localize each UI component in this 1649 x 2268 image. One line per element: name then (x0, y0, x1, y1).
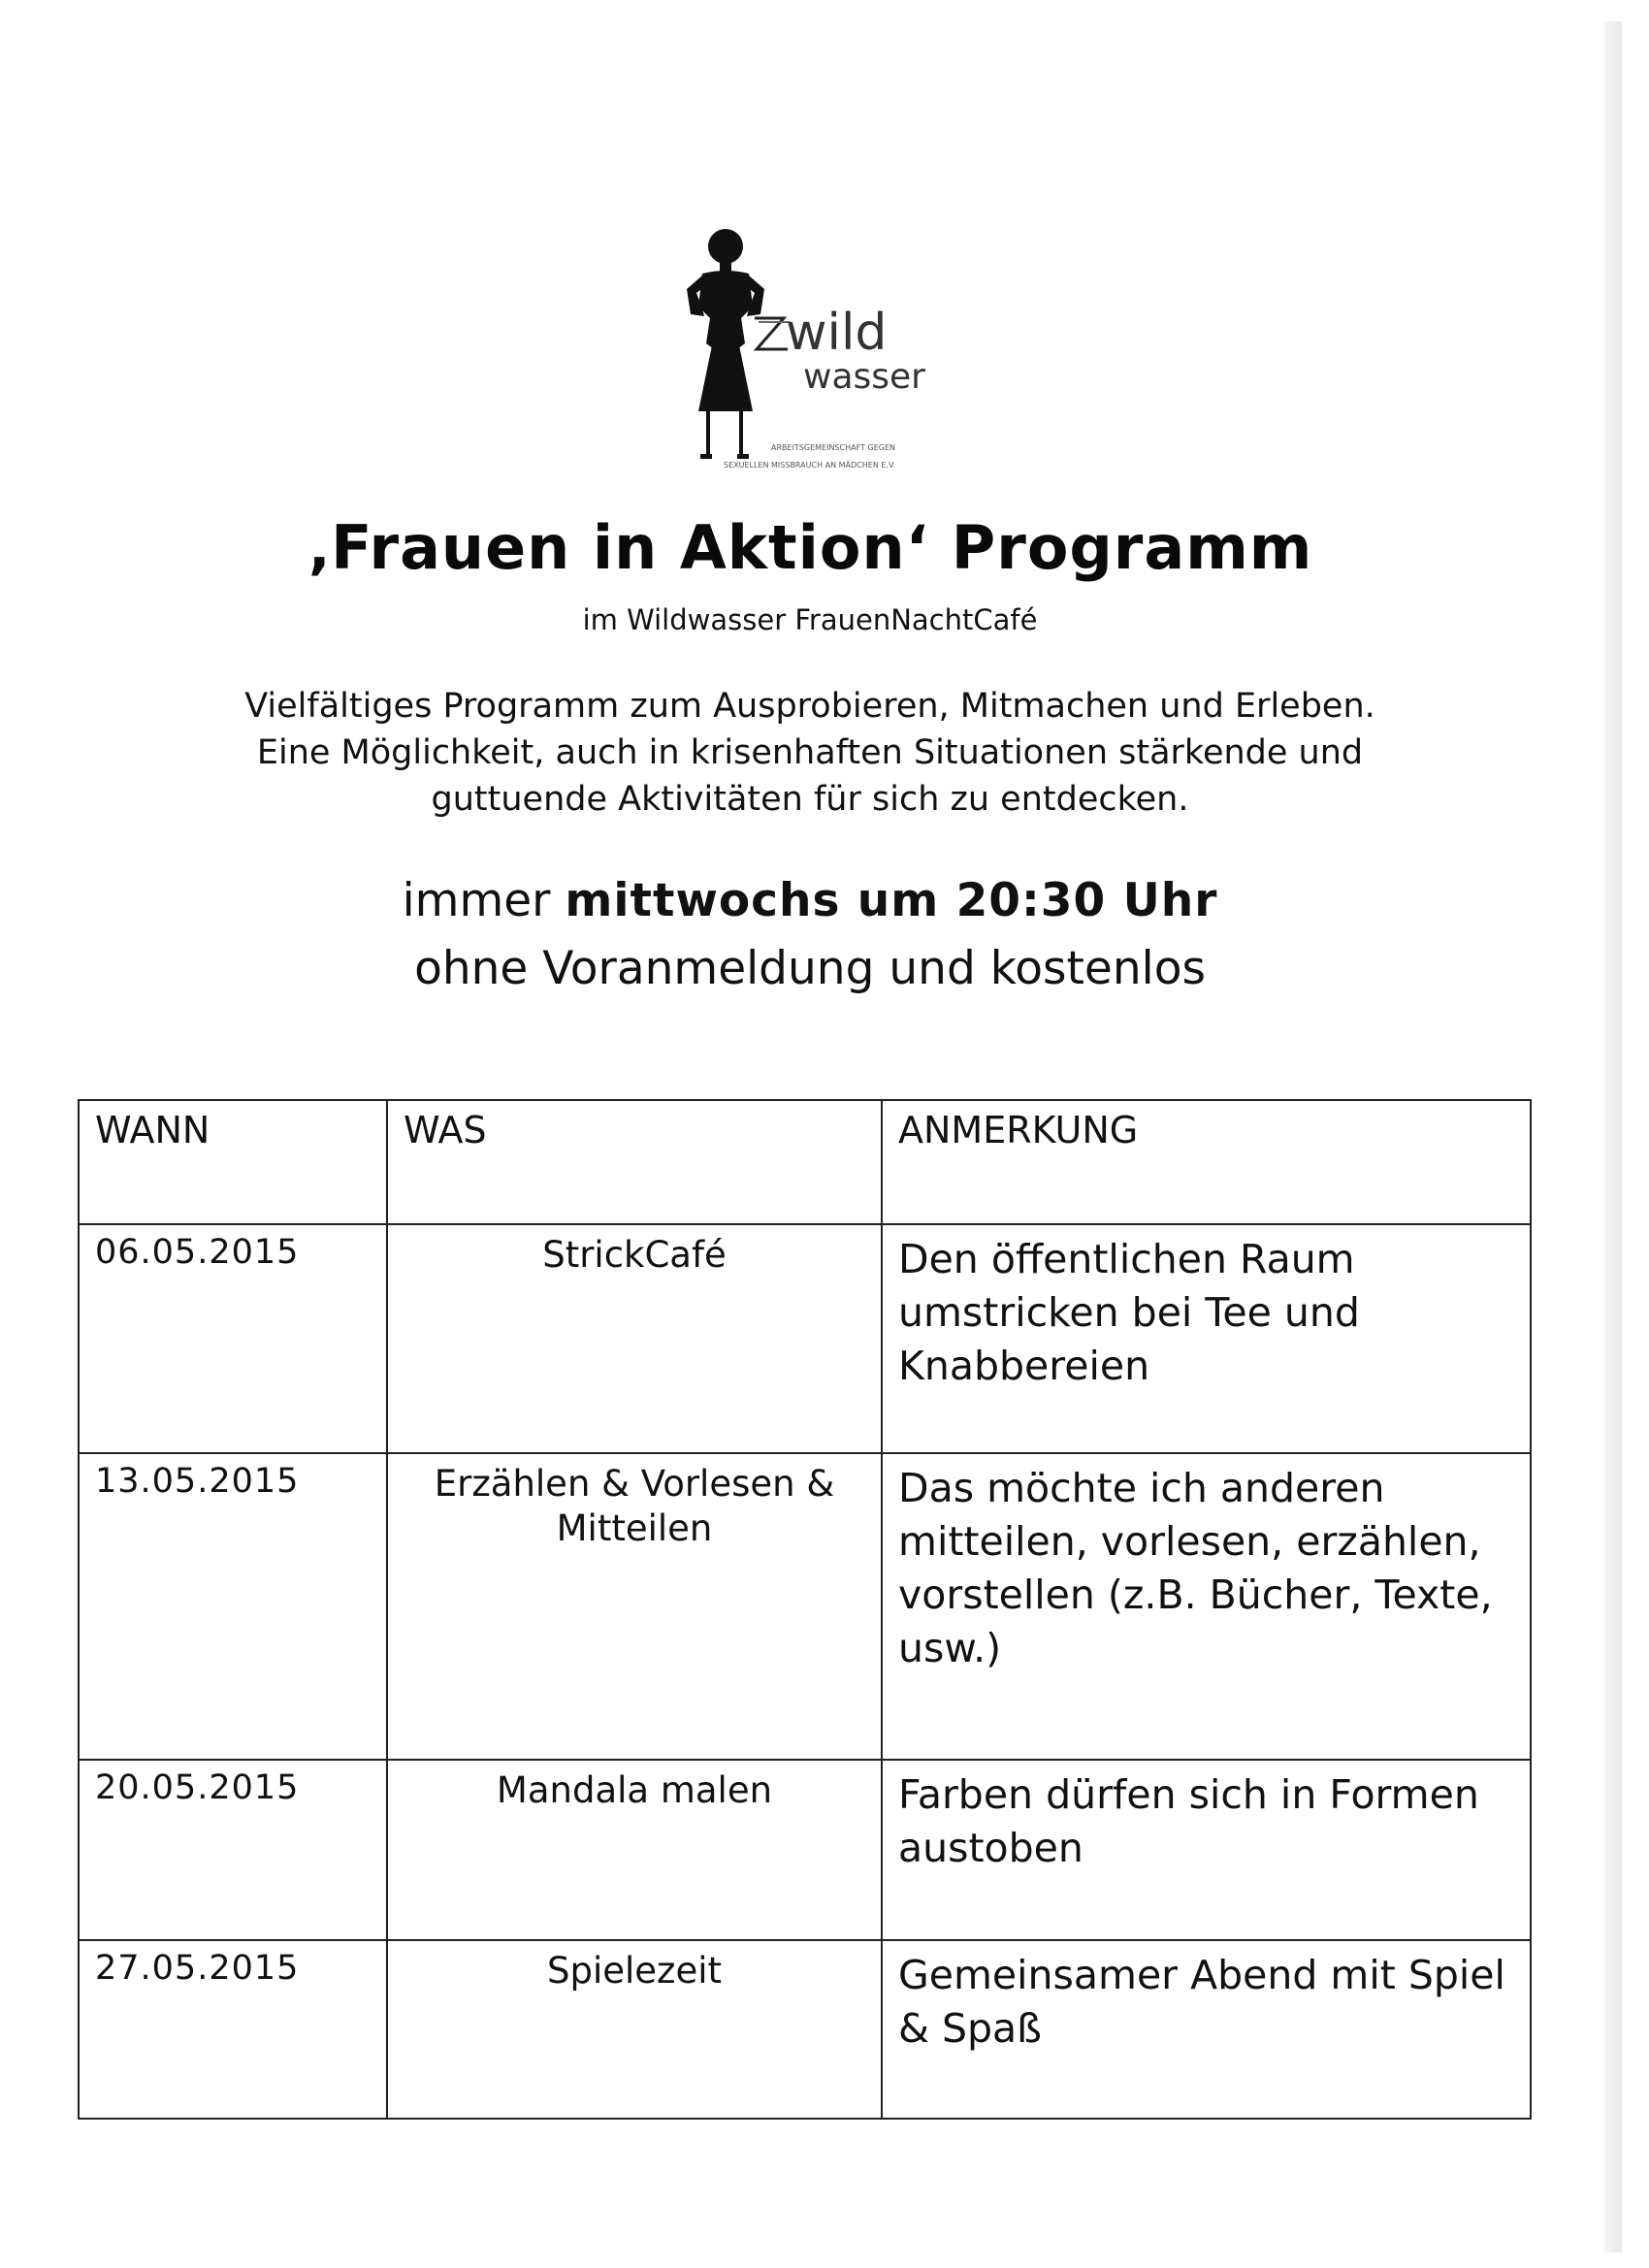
woman-silhouette-icon (669, 225, 989, 482)
schedule-note: ohne Voranmeldung und kostenlos (414, 942, 1206, 995)
event-title: StrickCafé (387, 1224, 882, 1453)
schedule-time: mittwochs um 20:30 Uhr (565, 874, 1218, 927)
logo-tagline-1: ARBEITSGEMEINSCHAFT GEGEN (771, 443, 895, 452)
event-date: 20.05.2015 (79, 1760, 387, 1940)
event-note: Gemeinsamer Abend mit Spiel & Spaß (882, 1940, 1531, 2119)
program-description (0, 683, 1620, 823)
description-line: Vielfältiges Programm zum Ausprobieren, Mitmachen und Erleben. (244, 687, 1375, 726)
event-note: Das möchte ich anderen mitteilen, vorlesen, erzählen, vorstellen (z.B. Bücher, Texte, usw.) (882, 1453, 1531, 1760)
event-note: Farben dürfen sich in Formen austoben (882, 1760, 1531, 1940)
scan-edge-shadow (1604, 21, 1622, 2252)
wildwasser-logo (669, 225, 989, 482)
page-subtitle: im Wildwasser FrauenNachtCafé (582, 603, 1038, 636)
table-row (79, 1453, 1531, 1760)
description-line: Eine Möglichkeit, auch in krisenhaften Situationen stärkende und (256, 733, 1364, 772)
column-header-anmerkung: ANMERKUNG (882, 1100, 1531, 1224)
event-title: Erzählen & Vorlesen & Mitteilen (387, 1453, 882, 1760)
column-header-wann: WANN (79, 1100, 387, 1224)
table-row (79, 1224, 1531, 1453)
event-note: Den öffentlichen Raum umstricken bei Tee und Knabbereien (882, 1224, 1531, 1453)
event-date: 06.05.2015 (79, 1224, 387, 1453)
event-date: 13.05.2015 (79, 1453, 387, 1760)
event-title: Spielezeit (387, 1940, 882, 2119)
description-line: guttuende Aktivitäten für sich zu entdecken. (431, 780, 1189, 819)
logo-name-line2: wasser (803, 357, 925, 397)
logo-name-line1: wild (786, 304, 888, 362)
table-row (79, 1760, 1531, 1940)
column-header-was: WAS (387, 1100, 882, 1224)
program-table (78, 1099, 1532, 2120)
schedule-prefix: immer (402, 874, 566, 927)
event-title: Mandala malen (387, 1760, 882, 1940)
table-row (79, 1940, 1531, 2119)
page-title: ‚Frauen in Aktion‘ Programm (307, 512, 1313, 583)
schedule-info (0, 867, 1620, 1003)
logo-tagline-2: SEXUELLEN MISSBRAUCH AN MÄDCHEN E.V. (724, 461, 895, 470)
event-date: 27.05.2015 (79, 1940, 387, 2119)
table-header-row (79, 1100, 1531, 1224)
